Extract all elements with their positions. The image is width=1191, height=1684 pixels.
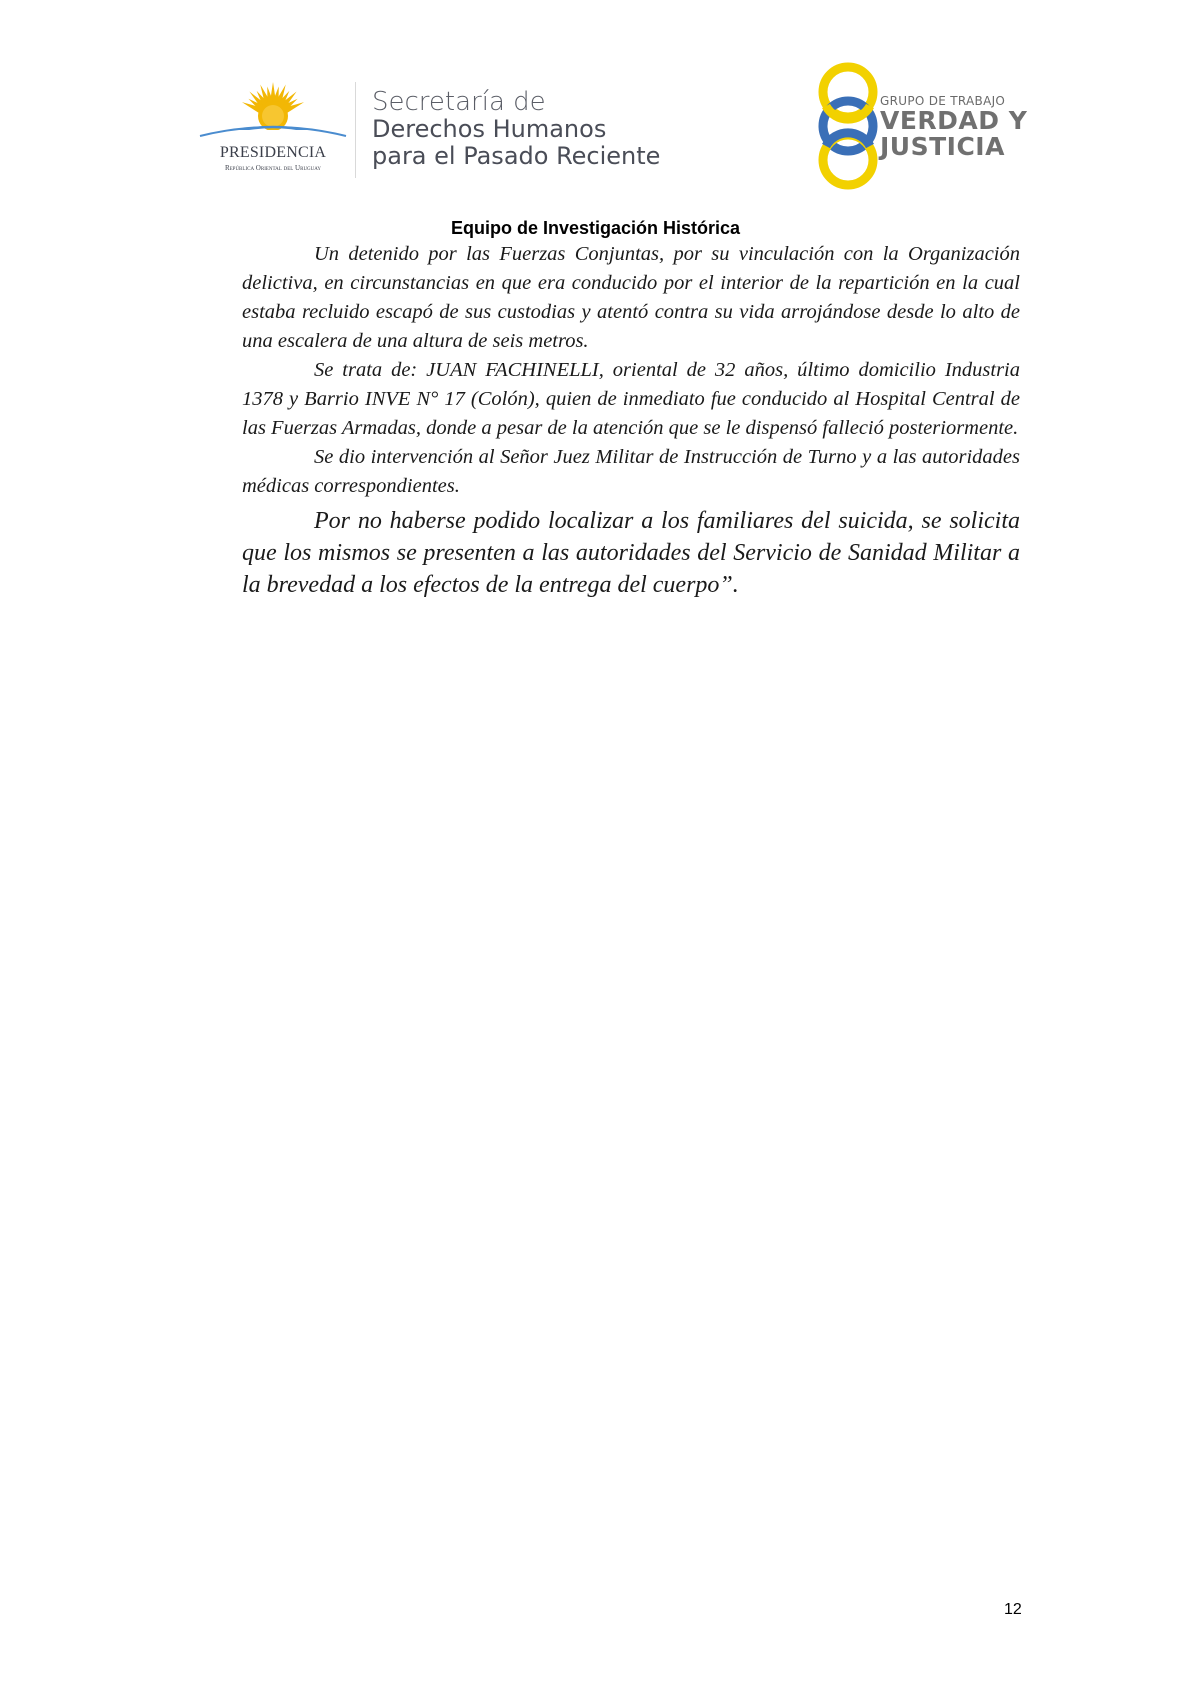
grupo-line-3: JUSTICIA bbox=[880, 132, 1005, 161]
header-divider bbox=[355, 82, 356, 178]
grupo-line-2: VERDAD Y bbox=[880, 106, 1028, 135]
secretaria-logo-text bbox=[372, 88, 702, 170]
page-number: 12 bbox=[1004, 1601, 1022, 1618]
secretaria-line-1: Secretaría de bbox=[372, 87, 546, 117]
grupo-line-1: GRUPO DE TRABAJO bbox=[880, 94, 1006, 108]
sun-of-may-icon bbox=[196, 80, 350, 146]
secretaria-line-3: para el Pasado Reciente bbox=[372, 142, 661, 170]
presidencia-logo bbox=[196, 80, 350, 180]
paragraph-1: Un detenido por las Fuerzas Conjuntas, por su vinculación con la Organización delictiva, en circunstancias en que era conducido por el interior de la repartición en la cual estaba recluido escapó de sus custodias y atentó contra su vida arrojándose desde lo alto de una escalera de una altura de seis metros. bbox=[242, 243, 1020, 352]
grupo-trabajo-text bbox=[880, 94, 1030, 160]
document-body bbox=[242, 240, 1020, 601]
paragraph-2: Se trata de: JUAN FACHINELLI, oriental de 32 años, último domicilio Industria 1378 y Barrio INVE N° 17 (Colón), quien de inmediato fue conducido al Hospital Central de las Fuerzas Armadas, donde a pesar de la atención que se le dispensó falleció posteriormente. bbox=[242, 359, 1020, 439]
paragraph-final: Por no haberse podido localizar a los familiares del suicida, se solicita que los mismos se presenten a las autoridades del Servicio de Sanidad Militar a la brevedad a los efectos de la entrega del cuerpo”. bbox=[242, 508, 1020, 598]
presidencia-name: PRESIDENCIA bbox=[219, 144, 327, 161]
team-title: Equipo de Investigación Histórica bbox=[450, 218, 741, 238]
secretaria-line-2: Derechos Humanos bbox=[372, 115, 607, 143]
paragraph-3: Se dio intervención al Señor Juez Militar de Instrucción de Turno y a las autoridades médicas correspondientes. bbox=[242, 446, 1020, 497]
presidencia-subtitle: República Oriental del Uruguay bbox=[224, 164, 322, 172]
